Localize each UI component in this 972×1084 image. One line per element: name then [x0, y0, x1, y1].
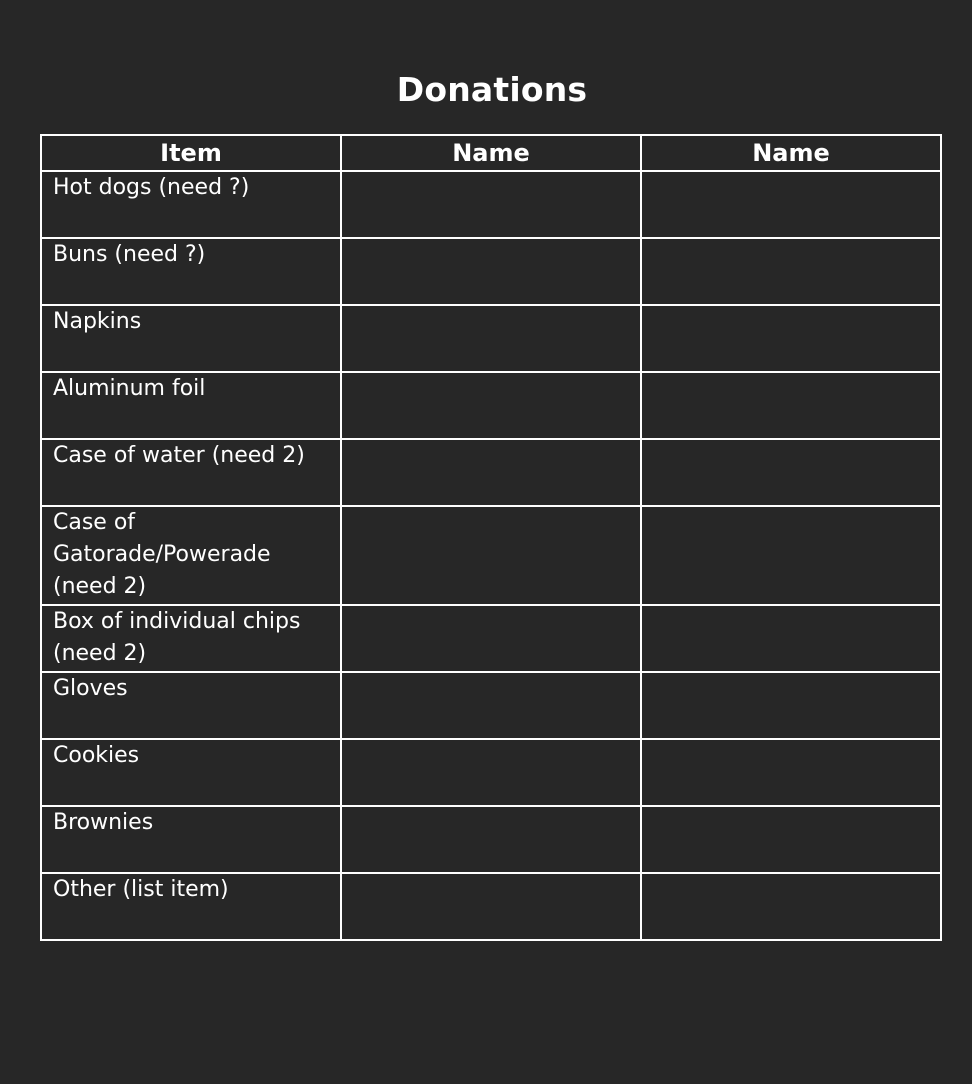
name-cell-2[interactable] [641, 238, 941, 305]
table-row [41, 238, 941, 305]
table-row [41, 305, 941, 372]
donations-table [40, 134, 942, 941]
column-header-name-1: Name [341, 135, 641, 171]
item-label: Cookies [53, 743, 140, 768]
item-label: Case of Gatorade/Powerade (need 2) [53, 510, 271, 599]
name-cell-1[interactable] [341, 439, 641, 506]
item-label: Brownies [53, 810, 154, 835]
item-cell [41, 171, 341, 238]
page-title: Donations [396, 70, 588, 109]
name-cell-2[interactable] [641, 873, 941, 940]
name-cell-2[interactable] [641, 672, 941, 739]
table-row [41, 605, 941, 672]
name-cell-2[interactable] [641, 739, 941, 806]
name-cell-1[interactable] [341, 806, 641, 873]
name-cell-1[interactable] [341, 506, 641, 605]
table-row [41, 171, 941, 238]
name-cell-2[interactable] [641, 806, 941, 873]
name-cell-2[interactable] [641, 605, 941, 672]
item-cell [41, 238, 341, 305]
name-cell-1[interactable] [341, 873, 641, 940]
table-header-row [41, 135, 941, 171]
item-label: Case of water (need 2) [53, 443, 305, 468]
table-row [41, 873, 941, 940]
table-row [41, 806, 941, 873]
name-cell-2[interactable] [641, 372, 941, 439]
name-cell-2[interactable] [641, 171, 941, 238]
column-header-name-2: Name [641, 135, 941, 171]
item-cell [41, 506, 341, 605]
table-row [41, 439, 941, 506]
name-cell-1[interactable] [341, 672, 641, 739]
column-header-item: Item [41, 135, 341, 171]
item-label: Napkins [53, 309, 142, 334]
name-cell-1[interactable] [341, 238, 641, 305]
item-cell [41, 305, 341, 372]
name-cell-1[interactable] [341, 305, 641, 372]
item-cell [41, 873, 341, 940]
item-label: Aluminum foil [53, 376, 206, 401]
table-row [41, 739, 941, 806]
item-cell [41, 672, 341, 739]
name-cell-2[interactable] [641, 305, 941, 372]
item-label: Other (list item) [53, 877, 229, 902]
item-label: Hot dogs (need ?) [53, 175, 250, 200]
name-cell-2[interactable] [641, 506, 941, 605]
name-cell-1[interactable] [341, 605, 641, 672]
item-cell [41, 439, 341, 506]
item-label: Gloves [53, 676, 128, 701]
table-row [41, 506, 941, 605]
item-cell [41, 806, 341, 873]
item-cell [41, 372, 341, 439]
item-label: Box of individual chips (need 2) [53, 609, 301, 666]
name-cell-1[interactable] [341, 171, 641, 238]
item-label: Buns (need ?) [53, 242, 206, 267]
name-cell-1[interactable] [341, 372, 641, 439]
table-row [41, 672, 941, 739]
table-row [41, 372, 941, 439]
name-cell-1[interactable] [341, 739, 641, 806]
item-cell [41, 605, 341, 672]
item-cell [41, 739, 341, 806]
name-cell-2[interactable] [641, 439, 941, 506]
